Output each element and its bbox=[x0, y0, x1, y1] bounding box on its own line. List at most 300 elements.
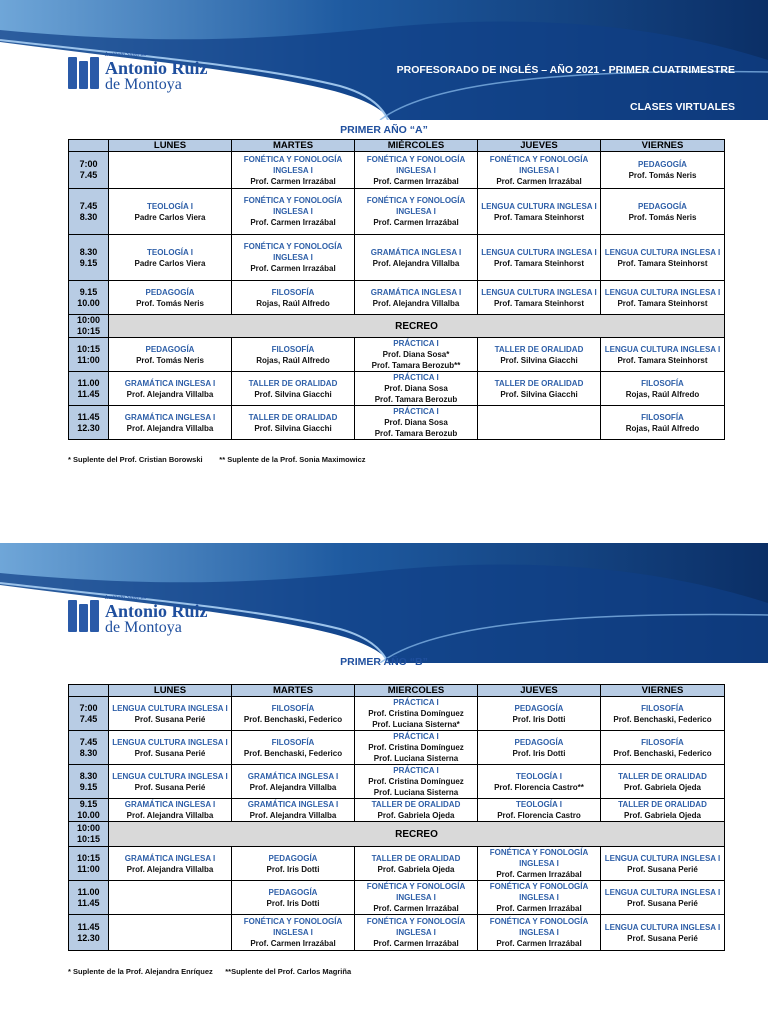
recreo-cell: RECREO bbox=[109, 315, 725, 338]
header-row bbox=[69, 140, 725, 152]
class-cell bbox=[355, 847, 478, 881]
subject-name: FONÉTICA Y FONOLOGÍA INGLESA I bbox=[243, 196, 343, 216]
professor-name: Prof. Carmen Irrazábal bbox=[373, 176, 459, 186]
class-cell bbox=[109, 915, 232, 951]
subject-name: GRAMÁTICA INGLESA I bbox=[247, 771, 339, 781]
subject-name: FONÉTICA Y FONOLOGÍA INGLESA I bbox=[489, 917, 589, 937]
professor-name: Prof. Carmen Irrazábal bbox=[496, 870, 582, 879]
subject-name: FILOSOFÍA bbox=[641, 737, 684, 747]
recreo-row bbox=[69, 315, 725, 338]
schedule-page-a bbox=[0, 0, 768, 464]
professor-name: Prof. Benchaski, Federico bbox=[613, 714, 712, 724]
class-cell bbox=[232, 731, 355, 765]
subject-name: TALLER DE ORALIDAD bbox=[248, 378, 338, 388]
subject-name: FILOSOFÍA bbox=[271, 703, 315, 713]
subject-name: TALLER DE ORALIDAD bbox=[248, 412, 338, 422]
time-label: 10:00 bbox=[76, 823, 101, 833]
professor-name: Rojas, Raúl Alfredo bbox=[256, 355, 330, 365]
time-label: 7.45 bbox=[79, 170, 98, 180]
class-cell bbox=[478, 406, 601, 440]
time-label: 9.15 bbox=[79, 781, 98, 792]
schedule-title: PRIMER AÑO “B” bbox=[340, 656, 428, 668]
time-label: 8.30 bbox=[79, 211, 98, 222]
subject-name: PEDAGOGÍA bbox=[514, 737, 564, 747]
subject-name: TEOLOGÍA I bbox=[147, 201, 193, 211]
professor-name: Prof. Carmen Irrazábal bbox=[496, 176, 582, 186]
schedule-table bbox=[68, 684, 725, 951]
class-cell bbox=[355, 765, 478, 799]
time-label: 7.45 bbox=[79, 200, 98, 211]
professor-name: Padre Carlos Viera bbox=[134, 258, 206, 268]
footnote: * Suplente del Prof. Cristian Borowski ** Suplente de la Prof. Sonia Maximowicz bbox=[68, 455, 366, 464]
class-cell bbox=[232, 765, 355, 799]
professor-name: Prof. Gabriela Ojeda bbox=[377, 811, 455, 820]
class-cell bbox=[601, 915, 725, 951]
recreo-cell: RECREO bbox=[109, 822, 725, 847]
professor-name: Prof. Carmen Irrazábal bbox=[373, 939, 459, 948]
class-cell bbox=[109, 281, 232, 315]
subject-name: LENGUA CULTURA INGLESA I bbox=[604, 887, 721, 897]
professor-name: Prof. Carmen Irrazábal bbox=[496, 904, 582, 913]
professor-name: Prof. Alejandra Villalba bbox=[249, 782, 337, 792]
page-subtitle: CLASES VIRTUALES bbox=[629, 101, 735, 113]
class-cell bbox=[601, 189, 725, 235]
header-row bbox=[69, 685, 725, 697]
logo-small-text: Instituto Superior bbox=[105, 595, 148, 601]
class-cell bbox=[355, 338, 478, 372]
time-label: 12.30 bbox=[77, 422, 100, 433]
time-label: 8.30 bbox=[79, 246, 98, 257]
professor-name: Rojas, Raúl Alfredo bbox=[625, 423, 700, 433]
time-slot bbox=[69, 731, 109, 765]
professor-name: Prof. Alejandra Villalba bbox=[126, 389, 214, 399]
table-row bbox=[69, 372, 725, 406]
subject-name: FILOSOFÍA bbox=[641, 378, 684, 388]
time-slot bbox=[69, 822, 109, 847]
day-header: MIÉRCOLES bbox=[355, 140, 478, 152]
time-slot bbox=[69, 697, 109, 731]
class-cell bbox=[601, 235, 725, 281]
professor-name: Padre Carlos Viera bbox=[134, 212, 206, 222]
class-cell bbox=[109, 189, 232, 235]
time-label: 9.15 bbox=[79, 257, 98, 268]
professor-name: Prof. Silvina Giacchi bbox=[500, 389, 578, 399]
time-label: 12.30 bbox=[77, 932, 100, 943]
day-header: LUNES bbox=[109, 140, 232, 152]
logo-mark-icon bbox=[68, 600, 99, 632]
subject-name: PEDAGOGÍA bbox=[268, 887, 318, 897]
professor-name: Prof. Carmen Irrazábal bbox=[250, 218, 336, 227]
class-cell bbox=[601, 281, 725, 315]
table-row bbox=[69, 235, 725, 281]
time-label: 9.15 bbox=[79, 286, 98, 297]
table-row bbox=[69, 281, 725, 315]
professor-name: Prof. Tamara Steinhorst bbox=[493, 212, 585, 222]
class-cell bbox=[478, 152, 601, 189]
class-cell bbox=[601, 697, 725, 731]
subject-name: FONÉTICA Y FONOLOGÍA INGLESA I bbox=[366, 917, 466, 937]
time-slot bbox=[69, 338, 109, 372]
professor-name: Prof. Diana Sosa bbox=[384, 418, 448, 427]
class-cell bbox=[601, 765, 725, 799]
time-label: 11:00 bbox=[77, 354, 100, 365]
subject-name: FILOSOFÍA bbox=[271, 287, 315, 297]
time-label: 7.45 bbox=[79, 713, 98, 724]
time-slot bbox=[69, 881, 109, 915]
subject-name: TALLER DE ORALIDAD bbox=[494, 344, 584, 354]
professor-name: Prof. Alejandra Villalba bbox=[126, 423, 214, 433]
professor-name: Prof. Susana Perié bbox=[134, 782, 206, 792]
time-label: 11.45 bbox=[77, 897, 100, 908]
subject-name: TALLER DE ORALIDAD bbox=[618, 771, 707, 781]
class-cell bbox=[601, 799, 725, 822]
class-cell bbox=[478, 731, 601, 765]
professor-name: Prof. Tamara Berozub bbox=[374, 429, 458, 438]
schedule-page-b bbox=[0, 543, 768, 976]
professor-name: Prof. Iris Dotti bbox=[266, 864, 320, 874]
class-cell bbox=[109, 697, 232, 731]
class-cell bbox=[232, 152, 355, 189]
class-cell bbox=[601, 338, 725, 372]
professor-name: Prof. Cristina Domínguez bbox=[368, 709, 464, 718]
subject-name: PEDAGOGÍA bbox=[268, 853, 318, 863]
professor-name: Prof. Luciana Sisterna bbox=[373, 754, 459, 763]
professor-name: Prof. Alejandra Villalba bbox=[372, 258, 460, 268]
professor-name: Prof. Susana Perié bbox=[627, 933, 698, 943]
time-label: 11.45 bbox=[77, 411, 100, 422]
subject-name: PEDAGOGÍA bbox=[145, 287, 195, 297]
subject-name: GRAMÁTICA INGLESA I bbox=[370, 247, 462, 257]
subject-name: GRAMÁTICA INGLESA I bbox=[124, 800, 216, 809]
subject-name: FONÉTICA Y FONOLOGÍA INGLESA I bbox=[489, 882, 589, 902]
table-row bbox=[69, 765, 725, 799]
institute-logo bbox=[68, 595, 208, 636]
header-banner bbox=[0, 543, 768, 663]
time-label: 9.15 bbox=[79, 799, 98, 809]
subject-name: TALLER DE ORALIDAD bbox=[371, 853, 461, 863]
class-cell bbox=[355, 235, 478, 281]
class-cell bbox=[232, 338, 355, 372]
subject-name: LENGUA CULTURA INGLESA I bbox=[112, 737, 228, 747]
subject-name: TALLER DE ORALIDAD bbox=[494, 378, 584, 388]
day-header: MARTES bbox=[232, 685, 355, 697]
subject-name: PEDAGOGÍA bbox=[638, 160, 687, 169]
subject-name: FONÉTICA Y FONOLOGÍA INGLESA I bbox=[243, 917, 343, 937]
page-title: PROFESORADO DE INGLÉS – AÑO 2021 - PRIMER CUATRIMESTRE bbox=[396, 64, 735, 76]
class-cell bbox=[478, 915, 601, 951]
professor-name: Prof. Carmen Irrazábal bbox=[250, 939, 336, 948]
class-cell bbox=[601, 152, 725, 189]
table-row bbox=[69, 189, 725, 235]
subject-name: TEOLOGÍA I bbox=[516, 771, 562, 781]
time-label: 10:15 bbox=[76, 852, 101, 863]
professor-name: Prof. Silvina Giacchi bbox=[254, 423, 332, 433]
subject-name: GRAMÁTICA INGLESA I bbox=[124, 378, 216, 388]
class-cell bbox=[109, 765, 232, 799]
subject-name: FONÉTICA Y FONOLOGÍA INGLESA I bbox=[366, 154, 466, 175]
table-row bbox=[69, 338, 725, 372]
subject-name: TALLER DE ORALIDAD bbox=[618, 800, 707, 809]
subject-name: GRAMÁTICA INGLESA I bbox=[124, 853, 216, 863]
day-header: LUNES bbox=[109, 685, 232, 697]
time-slot bbox=[69, 372, 109, 406]
class-cell bbox=[478, 281, 601, 315]
professor-name: Prof. Silvina Giacchi bbox=[500, 355, 578, 365]
time-slot bbox=[69, 281, 109, 315]
time-slot bbox=[69, 847, 109, 881]
subject-name: PEDAGOGÍA bbox=[145, 344, 195, 354]
professor-name: Prof. Benchaski, Federico bbox=[243, 714, 343, 724]
class-cell bbox=[355, 799, 478, 822]
day-header: JUEVES bbox=[478, 685, 601, 697]
subject-name: FONÉTICA Y FONOLOGÍA INGLESA I bbox=[243, 154, 343, 175]
logo-name-line1: Antonio Ruiz bbox=[105, 58, 208, 78]
class-cell bbox=[355, 189, 478, 235]
logo-small-text: Instituto Superior bbox=[105, 52, 148, 58]
subject-name: FILOSOFÍA bbox=[271, 344, 315, 354]
professor-name: Prof. Tamara Steinhorst bbox=[617, 355, 708, 365]
professor-name: Prof. Tamara Berozub** bbox=[371, 361, 461, 370]
time-slot bbox=[69, 765, 109, 799]
class-cell bbox=[478, 235, 601, 281]
subject-name: LENGUA CULTURA INGLESA I bbox=[604, 922, 721, 932]
professor-name: Prof. Florencia Castro** bbox=[494, 782, 584, 792]
professor-name: Rojas, Raúl Alfredo bbox=[625, 389, 700, 399]
time-label: 10.00 bbox=[77, 297, 100, 308]
class-cell bbox=[601, 731, 725, 765]
time-label: 10:15 bbox=[76, 326, 101, 336]
corner-cell bbox=[69, 685, 109, 697]
day-header: JUEVES bbox=[478, 140, 601, 152]
class-cell bbox=[232, 881, 355, 915]
professor-name: Prof. Cristina Domínguez bbox=[368, 743, 464, 752]
table-row bbox=[69, 915, 725, 951]
corner-cell bbox=[69, 140, 109, 152]
professor-name: Prof. Benchaski, Federico bbox=[613, 748, 712, 758]
class-cell bbox=[601, 881, 725, 915]
professor-name: Prof. Alejandra Villalba bbox=[372, 298, 460, 308]
institute-logo bbox=[68, 52, 208, 93]
subject-name: FILOSOFÍA bbox=[641, 412, 684, 422]
class-cell bbox=[109, 799, 232, 822]
day-header: VIERNES bbox=[601, 140, 725, 152]
professor-name: Prof. Carmen Irrazábal bbox=[250, 264, 336, 273]
subject-name: PRÁCTICA I bbox=[393, 407, 439, 416]
professor-name: Prof. Susana Perié bbox=[627, 898, 698, 908]
professor-name: Prof. Susana Perié bbox=[627, 864, 698, 874]
time-slot bbox=[69, 915, 109, 951]
logo-name-line2: de Montoya bbox=[105, 619, 182, 636]
class-cell bbox=[109, 152, 232, 189]
professor-name: Prof. Iris Dotti bbox=[266, 898, 320, 908]
professor-name: Prof. Tomás Neris bbox=[136, 355, 204, 365]
professor-name: Prof. Tamara Steinhorst bbox=[493, 258, 585, 268]
class-cell bbox=[232, 799, 355, 822]
professor-name: Prof. Diana Sosa* bbox=[382, 350, 450, 359]
professor-name: Prof. Diana Sosa bbox=[384, 384, 448, 393]
professor-name: Prof. Susana Perié bbox=[134, 748, 206, 758]
time-slot bbox=[69, 152, 109, 189]
time-slot bbox=[69, 799, 109, 822]
professor-name: Prof. Luciana Sisterna* bbox=[372, 720, 460, 729]
class-cell bbox=[109, 847, 232, 881]
class-cell bbox=[109, 406, 232, 440]
class-cell bbox=[232, 281, 355, 315]
subject-name: GRAMÁTICA INGLESA I bbox=[370, 287, 462, 297]
professor-name: Prof. Gabriela Ojeda bbox=[624, 782, 701, 792]
class-cell bbox=[109, 731, 232, 765]
subject-name: FILOSOFÍA bbox=[271, 737, 315, 747]
schedule-table bbox=[68, 139, 725, 440]
class-cell bbox=[232, 847, 355, 881]
subject-name: PRÁCTICA I bbox=[393, 766, 439, 775]
time-label: 11.45 bbox=[77, 921, 100, 932]
professor-name: Prof. Alejandra Villalba bbox=[249, 811, 337, 820]
professor-name: Prof. Carmen Irrazábal bbox=[373, 904, 459, 913]
time-slot bbox=[69, 315, 109, 338]
table-row bbox=[69, 152, 725, 189]
class-cell bbox=[232, 235, 355, 281]
subject-name: FONÉTICA Y FONOLOGÍA INGLESA I bbox=[243, 242, 343, 262]
class-cell bbox=[109, 881, 232, 915]
subject-name: LENGUA CULTURA INGLESA I bbox=[481, 247, 597, 257]
class-cell bbox=[478, 799, 601, 822]
table-row bbox=[69, 406, 725, 440]
time-label: 11.00 bbox=[77, 886, 100, 897]
class-cell bbox=[478, 372, 601, 406]
professor-name: Prof. Susana Perié bbox=[134, 714, 206, 724]
professor-name: Prof. Florencia Castro bbox=[497, 811, 581, 820]
class-cell bbox=[355, 881, 478, 915]
class-cell bbox=[232, 189, 355, 235]
professor-name: Prof. Gabriela Ojeda bbox=[377, 864, 455, 874]
subject-name: LENGUA CULTURA INGLESA I bbox=[112, 703, 228, 713]
professor-name: Rojas, Raúl Alfredo bbox=[256, 298, 330, 308]
time-label: 10.00 bbox=[77, 810, 100, 820]
time-label: 7:00 bbox=[79, 159, 98, 169]
day-header: MIERCOLES bbox=[355, 685, 478, 697]
subject-name: FONÉTICA Y FONOLOGÍA INGLESA I bbox=[366, 882, 466, 902]
day-header: MARTES bbox=[232, 140, 355, 152]
subject-name: FONÉTICA Y FONOLOGÍA INGLESA I bbox=[489, 848, 589, 868]
class-cell bbox=[355, 281, 478, 315]
footnote: * Suplente de la Prof. Alejandra Enríquez **Suplente del Prof. Carlos Magriña bbox=[68, 967, 352, 976]
header-banner bbox=[0, 0, 768, 120]
professor-name: Prof. Gabriela Ojeda bbox=[624, 811, 701, 820]
time-slot bbox=[69, 406, 109, 440]
class-cell bbox=[355, 152, 478, 189]
professor-name: Prof. Carmen Irrazábal bbox=[373, 218, 459, 227]
class-cell bbox=[232, 697, 355, 731]
subject-name: FONÉTICA Y FONOLOGÍA INGLESA I bbox=[366, 196, 466, 216]
professor-name: Prof. Tomás Neris bbox=[628, 171, 697, 180]
professor-name: Prof. Tamara Steinhorst bbox=[617, 298, 708, 308]
class-cell bbox=[355, 372, 478, 406]
professor-name: Prof. Alejandra Villalba bbox=[126, 864, 214, 874]
class-cell bbox=[109, 338, 232, 372]
recreo-row bbox=[69, 822, 725, 847]
table-row bbox=[69, 881, 725, 915]
subject-name: LENGUA CULTURA INGLESA I bbox=[604, 287, 721, 297]
class-cell bbox=[232, 406, 355, 440]
professor-name: Prof. Carmen Irrazábal bbox=[496, 939, 582, 948]
schedule-title: PRIMER AÑO “A” bbox=[340, 124, 428, 136]
time-label: 7.45 bbox=[79, 736, 98, 747]
professor-name: Prof. Alejandra Villalba bbox=[126, 811, 214, 820]
table-row bbox=[69, 731, 725, 765]
subject-name: TEOLOGÍA I bbox=[147, 247, 193, 257]
class-cell bbox=[478, 697, 601, 731]
class-cell bbox=[355, 915, 478, 951]
professor-name: Prof. Silvina Giacchi bbox=[254, 389, 332, 399]
class-cell bbox=[355, 406, 478, 440]
subject-name: TEOLOGÍA I bbox=[516, 800, 562, 809]
table-row bbox=[69, 697, 725, 731]
subject-name: PRÁCTICA I bbox=[393, 698, 439, 707]
class-cell bbox=[109, 235, 232, 281]
subject-name: LENGUA CULTURA INGLESA I bbox=[604, 247, 721, 257]
time-label: 8.30 bbox=[79, 770, 98, 781]
class-cell bbox=[355, 697, 478, 731]
subject-name: LENGUA CULTURA INGLESA I bbox=[112, 771, 228, 781]
professor-name: Prof. Carmen Irrazábal bbox=[250, 176, 336, 186]
time-label: 10:00 bbox=[76, 315, 101, 325]
class-cell bbox=[601, 847, 725, 881]
subject-name: TALLER DE ORALIDAD bbox=[371, 800, 461, 809]
subject-name: PEDAGOGÍA bbox=[638, 201, 687, 211]
logo-name-line1: Antonio Ruiz bbox=[105, 601, 208, 621]
class-cell bbox=[232, 915, 355, 951]
class-cell bbox=[478, 338, 601, 372]
subject-name: LENGUA CULTURA INGLESA I bbox=[604, 344, 721, 354]
subject-name: FONÉTICA Y FONOLOGÍA INGLESA I bbox=[489, 154, 589, 175]
subject-name: PRÁCTICA I bbox=[393, 732, 439, 741]
class-cell bbox=[601, 406, 725, 440]
table-row bbox=[69, 847, 725, 881]
subject-name: LENGUA CULTURA INGLESA I bbox=[481, 287, 597, 297]
subject-name: LENGUA CULTURA INGLESA I bbox=[481, 201, 597, 211]
time-label: 11:00 bbox=[77, 863, 100, 874]
class-cell bbox=[232, 372, 355, 406]
time-slot bbox=[69, 189, 109, 235]
subject-name: GRAMÁTICA INGLESA I bbox=[124, 412, 216, 422]
class-cell bbox=[478, 881, 601, 915]
subject-name: PRÁCTICA I bbox=[393, 373, 439, 382]
subject-name: LENGUA CULTURA INGLESA I bbox=[604, 853, 721, 863]
subject-name: PRÁCTICA I bbox=[393, 339, 439, 348]
logo-mark-icon bbox=[68, 57, 99, 89]
professor-name: Prof. Tamara Steinhorst bbox=[617, 258, 708, 268]
class-cell bbox=[478, 189, 601, 235]
class-cell bbox=[478, 765, 601, 799]
day-header: VIERNES bbox=[601, 685, 725, 697]
class-cell bbox=[355, 731, 478, 765]
table-row bbox=[69, 799, 725, 822]
professor-name: Prof. Tomás Neris bbox=[136, 298, 204, 308]
subject-name: GRAMÁTICA INGLESA I bbox=[247, 800, 339, 809]
subject-name: FILOSOFÍA bbox=[641, 703, 684, 713]
time-slot bbox=[69, 235, 109, 281]
time-label: 7:00 bbox=[79, 702, 98, 713]
professor-name: Prof. Tamara Berozub bbox=[374, 395, 458, 404]
time-label: 11.00 bbox=[77, 377, 100, 388]
professor-name: Prof. Iris Dotti bbox=[512, 748, 566, 758]
time-label: 8.30 bbox=[79, 747, 98, 758]
professor-name: Prof. Cristina Domínguez bbox=[368, 777, 464, 786]
subject-name: PEDAGOGÍA bbox=[514, 703, 564, 713]
professor-name: Prof. Tomás Neris bbox=[628, 212, 697, 222]
time-label: 10:15 bbox=[76, 834, 101, 844]
